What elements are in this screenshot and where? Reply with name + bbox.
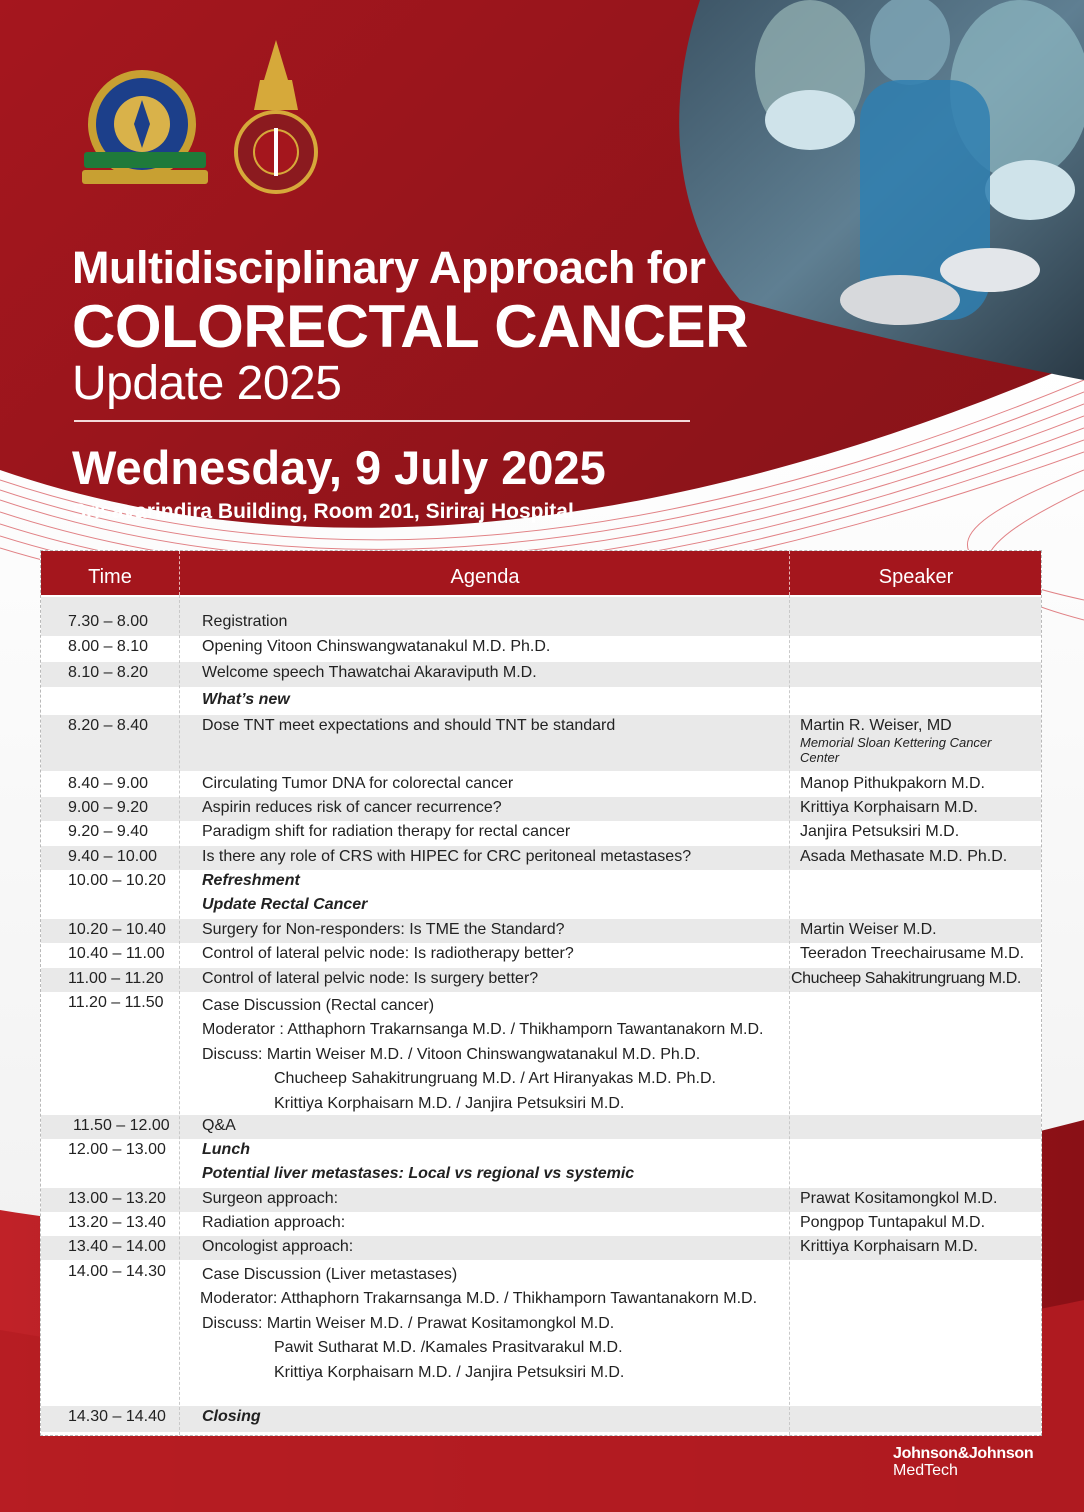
- row-time: 13.20 – 13.40: [68, 1214, 166, 1231]
- row-agenda: Opening Vitoon Chinswangwatanakul M.D. Ph.D.: [202, 638, 551, 655]
- row-time: 8.10 – 8.20: [68, 664, 149, 681]
- agenda-line: Discuss: Martin Weiser M.D. / Vitoon Chinswangwatanakul M.D. Ph.D.: [202, 1045, 701, 1063]
- table-row: [41, 943, 1041, 967]
- row-agenda: Surgeon approach:: [202, 1190, 339, 1207]
- table-row: [41, 662, 1041, 687]
- row-agenda: Control of lateral pelvic node: Is surgery better?: [202, 970, 539, 987]
- row-time: 14.30 – 14.40: [68, 1408, 166, 1425]
- row-speaker: Krittiya Korphaisarn M.D.: [800, 799, 978, 816]
- speaker-affiliation: Memorial Sloan Kettering Cancer Center: [800, 735, 992, 765]
- mahidol-surgery-logo: [80, 66, 210, 198]
- sponsor-line-1: Johnson&Johnson: [893, 1445, 1034, 1462]
- table-row: [41, 611, 1041, 636]
- table-row: [41, 1236, 1041, 1260]
- agenda-line: Krittiya Korphaisarn M.D. / Janjira Petsuksiri M.D.: [274, 1363, 625, 1381]
- title-divider: [74, 420, 690, 422]
- row-speaker: Manop Pithukpakorn M.D.: [800, 775, 985, 792]
- table-row: [41, 773, 1041, 797]
- row-agenda: Closing: [202, 1408, 261, 1425]
- table-row: [41, 636, 1041, 661]
- section-heading: Update Rectal Cancer: [202, 896, 368, 913]
- title-line-3: Update 2025: [72, 357, 342, 410]
- row-agenda: Surgery for Non-responders: Is TME the Standard?: [202, 921, 565, 938]
- agenda-line: Case Discussion (Liver metastases): [202, 1266, 458, 1283]
- row-time: 10.20 – 10.40: [68, 921, 166, 938]
- table-row: [41, 797, 1041, 821]
- event-venue: Srisavarindira Building, Room 201, Siriraj Hospital: [72, 500, 574, 523]
- agenda-line: Case Discussion (Rectal cancer): [202, 997, 435, 1014]
- row-time: 10.00 – 10.20: [68, 872, 166, 889]
- table-row: [41, 1188, 1041, 1212]
- column-divider: [789, 595, 790, 1435]
- sponsor-logo: [893, 1445, 1033, 1479]
- section-heading-row: [41, 689, 1041, 714]
- table-row: [41, 1115, 1041, 1139]
- row-time: 13.00 – 13.20: [68, 1190, 166, 1207]
- table-row: [41, 919, 1041, 943]
- table-row: [41, 846, 1041, 870]
- row-agenda: Lunch: [202, 1141, 250, 1158]
- section-heading: What’s new: [202, 691, 290, 708]
- row-speaker: Asada Methasate M.D. Ph.D.: [800, 848, 1008, 865]
- section-heading-row: [41, 1163, 1041, 1187]
- row-agenda: Paradigm shift for radiation therapy for rectal cancer: [202, 823, 571, 840]
- row-agenda: Radiation approach:: [202, 1214, 346, 1231]
- row-agenda: [202, 1263, 757, 1385]
- row-agenda: Q&A: [202, 1117, 236, 1134]
- header-speaker: Speaker: [789, 551, 1042, 595]
- agenda-line: Chucheep Sahakitrungruang M.D. / Art Hiranyakas M.D. Ph.D.: [274, 1070, 716, 1088]
- title-line-2: COLORECTAL CANCER: [72, 293, 748, 360]
- row-time: 8.20 – 8.40: [68, 717, 149, 734]
- table-row: [41, 1139, 1041, 1163]
- table-row: [41, 870, 1041, 894]
- table-header: [41, 551, 1041, 595]
- case-discussion-row: [41, 992, 1041, 1116]
- row-agenda: [202, 994, 763, 1116]
- row-time: 11.00 – 11.20: [68, 970, 164, 987]
- row-speaker: Krittiya Korphaisarn M.D.: [800, 1238, 978, 1255]
- row-speaker: Teeradon Treechairusame M.D.: [800, 945, 1025, 962]
- table-row: [41, 968, 1041, 992]
- row-agenda: Circulating Tumor DNA for colorectal cancer: [202, 775, 514, 792]
- agenda-table: [40, 550, 1042, 1436]
- title-line-1: Multidisciplinary Approach for: [72, 242, 706, 293]
- row-time: 9.40 – 10.00: [68, 848, 157, 865]
- row-time: 8.00 – 8.10: [68, 638, 149, 655]
- row-time: 9.20 – 9.40: [68, 823, 149, 840]
- row-time: 12.00 – 13.00: [68, 1141, 166, 1158]
- sponsor-line-2: MedTech: [893, 1462, 958, 1479]
- table-row: [41, 821, 1041, 845]
- royal-college-surgeons-logo: [232, 40, 320, 200]
- column-divider: [179, 595, 180, 1435]
- header-agenda: Agenda: [179, 551, 790, 595]
- row-speaker: Martin Weiser M.D.: [800, 921, 937, 938]
- row-time: 9.00 – 9.20: [68, 799, 149, 816]
- row-speaker: [800, 717, 1030, 765]
- row-agenda: Dose TNT meet expectations and should TNT be standard: [202, 717, 616, 734]
- row-time: 10.40 – 11.00: [68, 945, 165, 962]
- speaker-name: Martin R. Weiser, MD: [800, 717, 952, 734]
- row-time: 8.40 – 9.00: [68, 775, 149, 792]
- event-date: Wednesday, 9 July 2025: [72, 441, 606, 494]
- row-speaker: Janjira Petsuksiri M.D.: [800, 823, 960, 840]
- agenda-line: Pawit Sutharat M.D. /Kamales Prasitvarakul M.D.: [274, 1339, 623, 1357]
- agenda-line: Moderator : Atthaphorn Trakarnsanga M.D. / Thikhamporn Tawantanakorn M.D.: [202, 1021, 764, 1039]
- row-agenda: Refreshment: [202, 872, 300, 889]
- row-speaker: Prawat Kositamongkol M.D.: [800, 1190, 998, 1207]
- agenda-line: Discuss: Martin Weiser M.D. / Prawat Kositamongkol M.D.: [202, 1314, 615, 1332]
- row-time: 11.20 – 11.50: [68, 994, 164, 1011]
- row-speaker: Pongpop Tuntapakul M.D.: [800, 1214, 986, 1231]
- row-time: 11.50 – 12.00: [73, 1117, 170, 1134]
- row-time: 7.30 – 8.00: [68, 613, 149, 630]
- row-agenda: Is there any role of CRS with HIPEC for CRC peritoneal metastases?: [202, 848, 692, 865]
- row-time: 13.40 – 14.00: [68, 1238, 166, 1255]
- agenda-line: Moderator: Atthaphorn Trakarnsanga M.D. / Thikhamporn Tawantanakorn M.D.: [200, 1290, 758, 1308]
- section-heading-row: [41, 894, 1041, 918]
- table-row: [41, 1406, 1041, 1432]
- section-heading: Potential liver metastases: Local vs regional vs systemic: [202, 1165, 635, 1182]
- row-agenda: Welcome speech Thawatchai Akaraviputh M.D.: [202, 664, 537, 681]
- agenda-line: Krittiya Korphaisarn M.D. / Janjira Petsuksiri M.D.: [274, 1094, 625, 1112]
- row-agenda: Oncologist approach:: [202, 1238, 354, 1255]
- table-row: [41, 1212, 1041, 1236]
- header-time: Time: [88, 566, 132, 588]
- row-agenda: Control of lateral pelvic node: Is radiotherapy better?: [202, 945, 574, 962]
- row-speaker: Chucheep Sahakitrungruang M.D.: [791, 970, 1021, 987]
- table-row: [41, 715, 1041, 771]
- row-agenda: Registration: [202, 613, 288, 630]
- row-agenda: Aspirin reduces risk of cancer recurrence?: [202, 799, 502, 816]
- case-discussion-row: [41, 1261, 1041, 1405]
- row-time: 14.00 – 14.30: [68, 1263, 166, 1280]
